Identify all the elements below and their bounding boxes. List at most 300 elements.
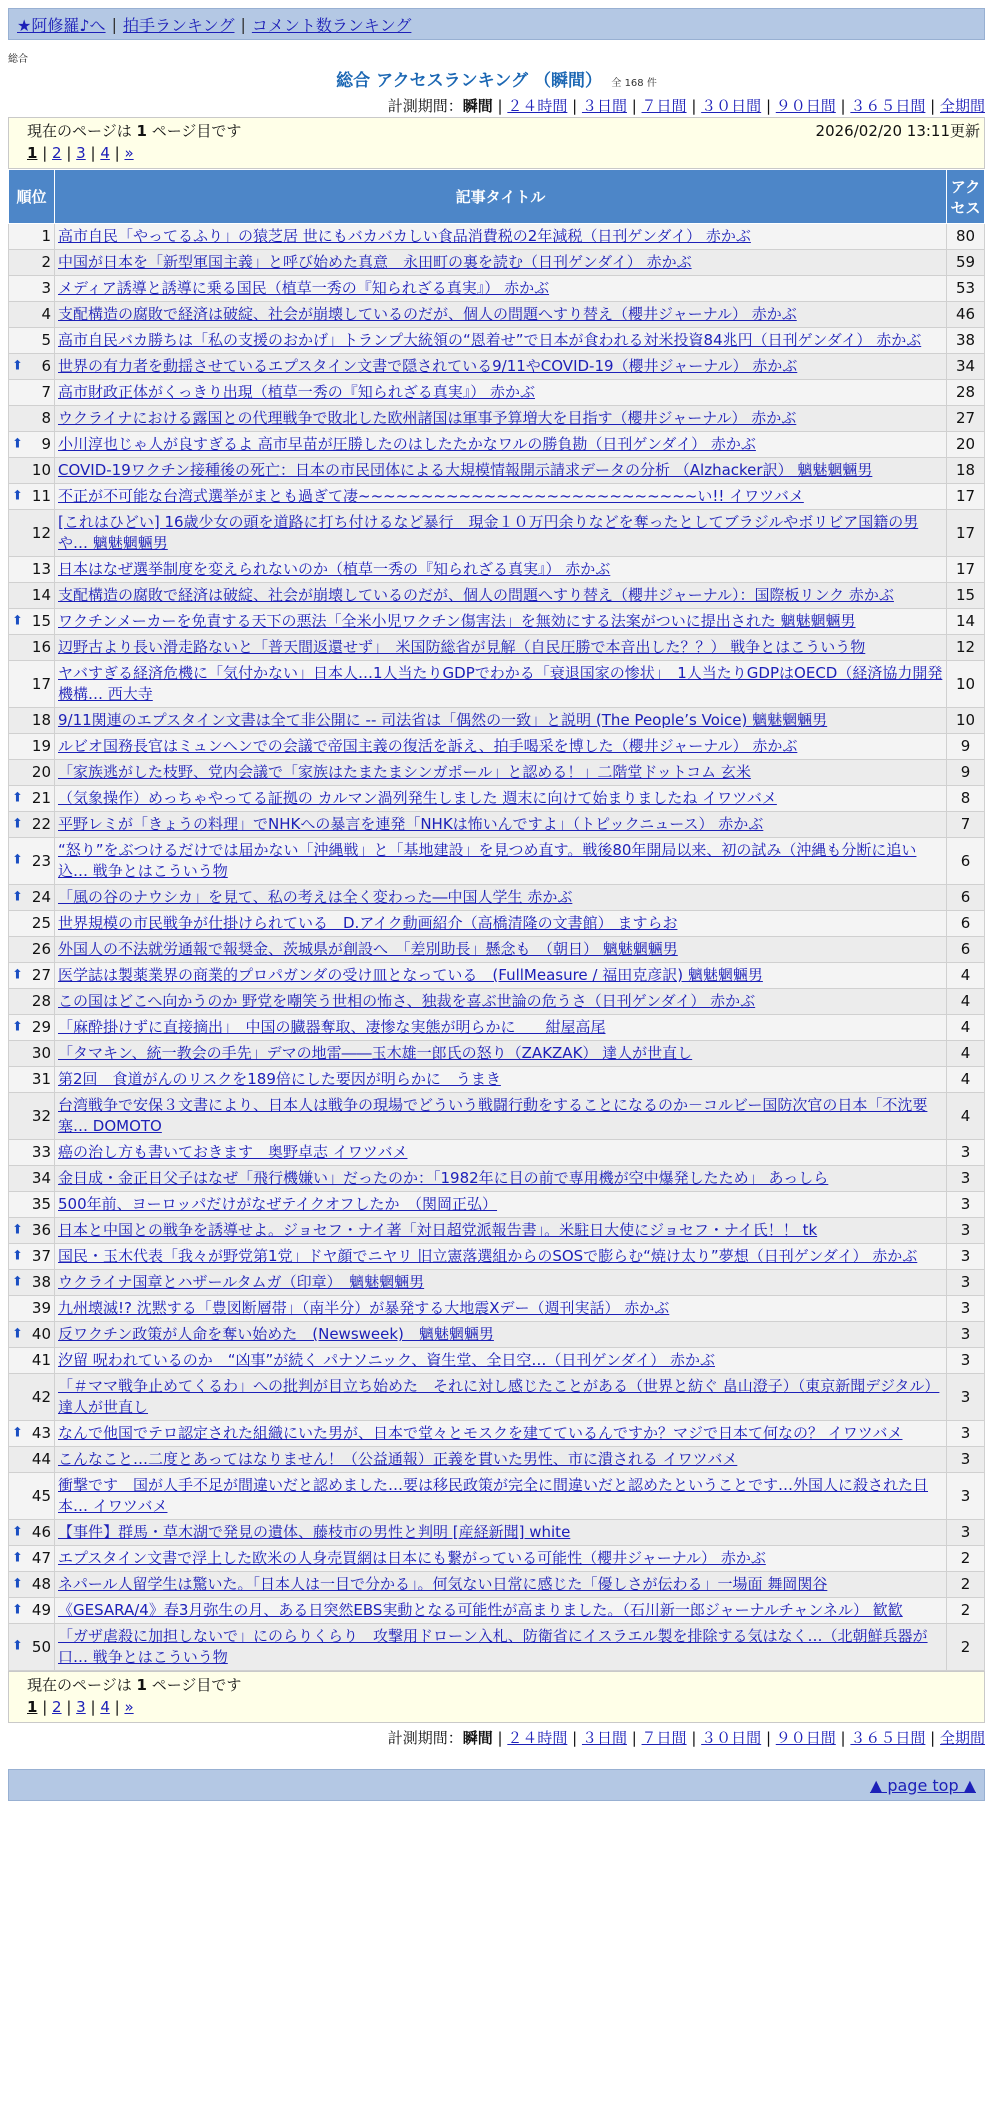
title-cell [55, 432, 947, 458]
page-links [27, 142, 980, 166]
rank-cell [9, 484, 55, 510]
table-row [9, 1244, 985, 1270]
nav-separator: | [240, 14, 246, 34]
rank-number: 8 [41, 409, 51, 427]
access-count: 2 [947, 1598, 985, 1624]
title-cell [55, 224, 947, 250]
rank-cell [9, 1093, 55, 1140]
access-count: 12 [947, 635, 985, 661]
period-separator: | [626, 1729, 642, 1747]
title-cell [55, 354, 947, 380]
access-count: 10 [947, 661, 985, 708]
period-option-link[interactable]: ２４時間 [507, 97, 568, 115]
access-count: 3 [947, 1218, 985, 1244]
table-row [9, 885, 985, 911]
access-count: 4 [947, 963, 985, 989]
rank-cell [9, 1270, 55, 1296]
access-count: 3 [947, 1244, 985, 1270]
next-page-link[interactable]: » [124, 144, 134, 162]
applause-ranking-link[interactable]: 拍手ランキング [122, 15, 235, 35]
rank-number: 26 [31, 940, 51, 958]
rank-cell [9, 276, 55, 302]
table-row [9, 1166, 985, 1192]
table-row [9, 406, 985, 432]
rank-cell [9, 812, 55, 838]
rank-number: 14 [31, 586, 51, 604]
page-separator: | [109, 1698, 125, 1716]
article-link[interactable]: 高市自民バカ勝ちは「私の支援のおかげ」トランプ大統領の“恩着せ”で日本が食われる対米投資84兆円（日刊ゲンダイ） 赤かぶ [58, 331, 922, 349]
period-separator: | [567, 97, 582, 115]
period-separator: | [492, 97, 508, 115]
period-option-link[interactable]: 全期間 [939, 1729, 985, 1747]
period-option-link[interactable]: 全期間 [939, 97, 985, 115]
rank-cell [9, 786, 55, 812]
period-option-link[interactable]: ２４時間 [507, 1729, 568, 1747]
rank-cell [9, 1572, 55, 1598]
title-cell [55, 1374, 947, 1421]
rank-cell [9, 760, 55, 786]
title-cell [55, 380, 947, 406]
access-count: 3 [947, 1270, 985, 1296]
table-row [9, 708, 985, 734]
table-row [9, 1624, 985, 1671]
page-link[interactable]: 2 [52, 1698, 62, 1716]
title-cell [55, 1322, 947, 1348]
article-link[interactable]: メディア誘導と誘導に乗る国民（植草一秀の『知られざる真実』） 赤かぶ [58, 279, 550, 297]
rank-number: 16 [31, 638, 51, 656]
rank-up-arrow-icon: ⬆ [12, 1221, 23, 1237]
page-link-current[interactable]: 1 [27, 1698, 38, 1716]
title-cell [55, 1520, 947, 1546]
page-link[interactable]: 4 [100, 1698, 110, 1716]
period-option-link[interactable]: ３日間 [581, 1729, 627, 1747]
next-page-link[interactable]: » [124, 1698, 134, 1716]
rank-cell [9, 1041, 55, 1067]
title-cell [55, 250, 947, 276]
rank-number: 37 [31, 1247, 51, 1265]
rank-number: 1 [41, 227, 51, 245]
rank-number: 46 [31, 1523, 51, 1541]
rank-cell [9, 911, 55, 937]
rank-number: 23 [31, 851, 51, 870]
rank-cell [9, 1067, 55, 1093]
rank-cell [9, 1166, 55, 1192]
table-row [9, 1546, 985, 1572]
title-cell [55, 1546, 947, 1572]
access-count: 80 [947, 224, 985, 250]
rank-cell [9, 224, 55, 250]
rank-number: 34 [31, 1169, 51, 1187]
article-link[interactable]: 外国人の不法就労通報で報奨金、茨城県が創設へ 「差別助長」懸念も （朝日） 魑魅魍魎男 [58, 940, 678, 958]
access-count: 15 [947, 583, 985, 609]
table-row [9, 1041, 985, 1067]
article-link[interactable]: 中国が日本を「新型軍国主義」と呼び始めた真意 永田町の裏を読む（日刊ゲンダイ） 赤かぶ [58, 253, 692, 271]
rank-cell [9, 734, 55, 760]
rank-number: 47 [31, 1549, 51, 1567]
updated-time: 2026/02/20 13:11更新 [815, 122, 980, 140]
article-link[interactable]: 国民・玉木代表「我々が野党第1党」ドヤ顔でニヤリ 旧立憲落選組からのSOSで膨らむ“焼け太り”夢想（日刊ゲンダイ） 赤かぶ [58, 1247, 918, 1265]
table-row [9, 760, 985, 786]
article-link[interactable]: 「家族逃がした枝野、党内会議で「家族はたまたまシンガポール」と認める！」二階堂ドットコム 玄米 [58, 763, 751, 781]
rank-number: 21 [31, 789, 51, 807]
rank-cell [9, 432, 55, 458]
table-row [9, 1140, 985, 1166]
rank-cell [9, 1140, 55, 1166]
article-link[interactable]: ルビオ国務長官はミュンヘンでの会議で帝国主義の復活を訴え、拍手喝采を博した（櫻井ジャーナル） 赤かぶ [58, 737, 798, 755]
table-row [9, 1067, 985, 1093]
article-link[interactable]: ウクライナ国章とハザールタムガ（印章） 魑魅魍魎男 [58, 1273, 425, 1291]
title-cell [55, 1067, 947, 1093]
page-link[interactable]: 3 [76, 1698, 86, 1716]
rank-cell [9, 1624, 55, 1671]
period-option-link[interactable]: ３０日間 [701, 1729, 762, 1747]
ranking-table [8, 169, 985, 1671]
rank-number: 50 [31, 1637, 51, 1656]
home-link[interactable]: ★阿修羅♪へ [17, 15, 106, 35]
rank-number: 15 [31, 612, 51, 630]
article-link[interactable]: 世界規模の市民戦争が仕掛けられている D.アイク動画紹介（高橋清隆の文書館） ますらお [58, 914, 678, 932]
access-count: 4 [947, 1093, 985, 1140]
article-link[interactable]: ネパール人留学生は驚いた。「日本人は一目で分かる」。何気ない日常に感じた「優しさが伝わる」一場面 舞岡関谷 [58, 1575, 828, 1593]
period-separator: | [835, 97, 851, 115]
article-link[interactable]: 辺野古より長い滑走路ないと「普天間返還せず」 米国防総省が見解（自民圧勝で本音出した？？） 戦争とはこういう物 [58, 638, 866, 656]
rank-number: 38 [31, 1273, 51, 1291]
rank-cell [9, 1244, 55, 1270]
article-link[interactable]: 平野レミが「きょうの料理」でNHKへの暴言を連発「NHKは怖いんですよ」（トピックニュース） 赤かぶ [58, 815, 764, 833]
title-cell [55, 276, 947, 302]
rank-up-arrow-icon: ⬆ [12, 966, 23, 982]
article-link[interactable]: 日本と中国との戦争を誘導せよ。ジョセフ・ナイ著「対日超党派報告書」。米駐日大使にジョセフ・ナイ氏！！ tk [58, 1221, 818, 1239]
access-count: 3 [947, 1348, 985, 1374]
table-row [9, 484, 985, 510]
title-cell [55, 1473, 947, 1520]
access-count: 38 [947, 328, 985, 354]
rank-up-arrow-icon: ⬆ [12, 1424, 23, 1440]
col-access: アクセス [947, 170, 985, 224]
comment-ranking-link[interactable]: コメント数ランキング [251, 15, 412, 35]
table-row [9, 1598, 985, 1624]
article-link[interactable]: ヤバすぎる経済危機に「気付かない」日本人…1人当たりGDPでわかる「衰退国家の惨状」 1人当たりGDPはOECD（経済協力開発機構… 西大寺 [58, 664, 943, 703]
article-link[interactable]: 九州壊滅!? 沈黙する「豊図断層帯」（南半分）が暴発する大地震Xデー（週刊実話） 赤かぶ [58, 1299, 670, 1317]
access-count: 46 [947, 302, 985, 328]
rank-cell [9, 1192, 55, 1218]
title-cell [55, 510, 947, 557]
article-link[interactable]: 反ワクチン政策が人命を奪い始めた (Newsweek) 魑魅魍魎男 [58, 1325, 494, 1343]
title-cell [55, 1166, 947, 1192]
title-cell [55, 838, 947, 885]
rank-number: 39 [31, 1299, 51, 1317]
rank-cell [9, 1447, 55, 1473]
rank-cell [9, 302, 55, 328]
rank-up-arrow-icon: ⬆ [12, 435, 23, 451]
period-separator: | [686, 97, 702, 115]
rank-number: 7 [41, 383, 51, 401]
period-option-link[interactable]: ９０日間 [775, 97, 836, 115]
period-separator: | [925, 1729, 940, 1747]
article-link[interactable]: 高市財政正体がくっきり出現（植草一秀の『知られざる真実』） 赤かぶ [58, 383, 535, 401]
article-link[interactable]: 金日成・金正日父子はなぜ「飛行機嫌い」だったのか：「1982年に目の前で専用機が空中爆発したため」 あっしら [58, 1169, 829, 1187]
col-rank: 順位 [9, 170, 55, 224]
access-count: 4 [947, 1041, 985, 1067]
access-count: 6 [947, 838, 985, 885]
access-count: 17 [947, 484, 985, 510]
rank-number: 6 [41, 357, 51, 375]
rank-number: 45 [31, 1486, 51, 1505]
table-row [9, 302, 985, 328]
page-separator: | [85, 1698, 101, 1716]
rank-cell [9, 1218, 55, 1244]
table-row [9, 609, 985, 635]
period-option-link[interactable]: ９０日間 [775, 1729, 836, 1747]
access-count: 6 [947, 885, 985, 911]
article-link[interactable]: 高市自民「やってるふり」の猿芝居 世にもバカバカしい食品消費税の2年減税（日刊ゲンダイ） 赤かぶ [58, 227, 751, 245]
rank-number: 36 [31, 1221, 51, 1239]
rank-number: 12 [31, 523, 51, 542]
title-cell [55, 1270, 947, 1296]
article-link[interactable]: 医学誌は製薬業界の商業的プロパガンダの受け皿となっている (FullMeasure / 福田克彦訳) 魑魅魍魎男 [58, 966, 763, 984]
rank-number: 10 [31, 461, 51, 479]
access-count: 17 [947, 557, 985, 583]
rank-cell [9, 1473, 55, 1520]
page-separator: | [61, 144, 77, 162]
rank-cell [9, 635, 55, 661]
access-count: 10 [947, 708, 985, 734]
article-link[interactable]: 「麻酔掛けずに直接摘出」 中国の臓器奪取、凄惨な実態が明らかに 紺屋高尾 [58, 1018, 606, 1036]
page-link-current[interactable]: 1 [27, 144, 38, 162]
period-selector-bottom [8, 1727, 985, 1749]
article-link[interactable]: 衝撃です 国が人手不足が間違いだと認めました…要は移民政策が完全に間違いだと認めたということです…外国人に殺された日本… イワツバメ [58, 1476, 929, 1515]
table-row [9, 786, 985, 812]
access-count: 53 [947, 276, 985, 302]
article-link[interactable]: エプスタイン文書で浮上した欧米の人身売買網は日本にも繋がっている可能性（櫻井ジャーナル） 赤かぶ [58, 1549, 766, 1567]
article-link[interactable]: こんなこと…二度とあってはなりません！（公益通報）正義を貫いた男性、市に潰される イワツバメ [58, 1450, 738, 1468]
page-link[interactable]: 4 [100, 144, 110, 162]
period-current: 瞬間 [462, 1729, 493, 1747]
period-option-link[interactable]: ７日間 [641, 1729, 687, 1747]
rank-cell [9, 937, 55, 963]
current-page-text: 現在のページは 1 ページ目です [27, 122, 242, 140]
access-count: 2 [947, 1624, 985, 1671]
article-link[interactable]: （気象操作）めっちゃやってる証拠の カルマン渦列発生しました 週末に向けて始まりましたね イワツバメ [58, 789, 777, 807]
article-link[interactable]: 世界の有力者を動揺させているエプスタイン文書で隠されている9/11やCOVID-19（櫻井ジャーナル） 赤かぶ [58, 357, 798, 375]
table-row [9, 557, 985, 583]
pager-top [8, 117, 985, 169]
table-row [9, 1447, 985, 1473]
title-cell [55, 1093, 947, 1140]
table-row [9, 276, 985, 302]
title-cell [55, 885, 947, 911]
period-separator: | [925, 97, 940, 115]
period-selector-top [8, 95, 985, 117]
article-link[interactable]: 支配構造の腐敗で経済は破綻、社会が崩壊しているのだが、個人の問題へすり替え（櫻井ジャーナル） 赤かぶ [58, 305, 797, 323]
table-row [9, 1473, 985, 1520]
rank-number: 43 [31, 1424, 51, 1442]
table-row [9, 583, 985, 609]
article-link[interactable]: 「＃ママ戦争止めてくるわ」への批判が目立ち始めた それに対し感じたことがある（世界と紡ぐ 畠山澄子）（東京新聞デジタル） 達人が世直し [58, 1377, 940, 1416]
rank-up-arrow-icon: ⬆ [12, 1601, 23, 1617]
table-row [9, 635, 985, 661]
rank-up-arrow-icon: ⬆ [12, 1549, 23, 1565]
article-link[interactable]: COVID-19ワクチン接種後の死亡：日本の市民団体による大規模情報開示請求データの分析 （Alzhacker訳） 魑魅魍魎男 [58, 461, 873, 479]
article-link[interactable]: 不正が不可能な台湾式選挙がまとも過ぎて凄~~~~~~~~~~~~~~~~~~~~~~~~~~~い!! イワツバメ [58, 487, 804, 505]
table-row [9, 328, 985, 354]
period-option-link[interactable]: ３６５日間 [850, 1729, 926, 1747]
access-count: 4 [947, 1015, 985, 1041]
title-cell [55, 1244, 947, 1270]
table-row [9, 937, 985, 963]
article-link[interactable]: ウクライナにおける露国との代理戦争で敗北した欧州諸国は軍事予算増大を目指す（櫻井ジャーナル） 赤かぶ [58, 409, 797, 427]
table-row [9, 1322, 985, 1348]
article-link[interactable]: [これはひどい] 16歳少女の頭を道路に打ち付けるなど暴行 現金１０万円余りなどを奪ったとしてブラジルやボリビア国籍の男や… 魑魅魍魎男 [58, 513, 919, 552]
period-option-link[interactable]: ３０日間 [701, 97, 762, 115]
rank-cell [9, 708, 55, 734]
access-count: 9 [947, 734, 985, 760]
rank-up-arrow-icon: ⬆ [12, 789, 23, 805]
access-count: 17 [947, 510, 985, 557]
pager-bottom [8, 1671, 985, 1723]
item-count: 全 168 件 [611, 78, 657, 89]
period-separator: | [626, 97, 642, 115]
title-cell [55, 786, 947, 812]
title-cell [55, 963, 947, 989]
article-link[interactable]: ワクチンメーカーを免責する天下の悪法「全米小児ワクチン傷害法」を無効にする法案がついに提出された 魑魅魍魎男 [58, 612, 856, 630]
article-link[interactable]: 500年前、ヨーロッパだけがなぜテイクオフしたか （関岡正弘） [58, 1195, 498, 1213]
rank-cell [9, 250, 55, 276]
rank-number: 29 [31, 1018, 51, 1036]
article-link[interactable]: なんで他国でテロ認定された組織にいた男が、日本で堂々とモスクを建てているんですか？マジで日本て何なの？ イワツバメ [58, 1424, 903, 1442]
article-link[interactable]: 第2回 食道がんのリスクを189倍にした要因が明らかに うまき [58, 1070, 501, 1088]
rank-cell [9, 661, 55, 708]
page-top-link[interactable]: ▲ page top ▲ [869, 1775, 976, 1795]
rank-cell [9, 1421, 55, 1447]
rank-number: 25 [31, 914, 51, 932]
access-count: 3 [947, 1192, 985, 1218]
rank-number: 3 [41, 279, 51, 297]
title-cell [55, 911, 947, 937]
title-cell [55, 1421, 947, 1447]
table-row [9, 1270, 985, 1296]
title-cell [55, 458, 947, 484]
access-count: 4 [947, 1067, 985, 1093]
title-cell [55, 1296, 947, 1322]
article-link[interactable]: 「ガザ虐殺に加担しないで」にのらりくらり 攻撃用ドローン入札、防衛省にイスラエル製を排除する気はなく…（北朝鮮兵器が口… 戦争とはこういう物 [58, 1627, 928, 1666]
access-count: 9 [947, 760, 985, 786]
rank-number: 11 [31, 487, 51, 505]
article-link[interactable]: “怒り”をぶつけるだけでは届かない「沖縄戦」と「基地建設」を見つめ直す。戦後80年開局以来、初の試み（沖縄も分断に追い込… 戦争とはこういう物 [58, 841, 917, 880]
table-row [9, 1421, 985, 1447]
title-cell [55, 1140, 947, 1166]
article-link[interactable]: 「タマキン、統一教会の手先」デマの地雷――玉木雄一郎氏の怒り（ZAKZAK） 達人が世直し [58, 1044, 693, 1062]
article-link[interactable]: 【事件】群馬・草木湖で発見の遺体、藤枝市の男性と判明 [産経新聞] white [58, 1523, 571, 1541]
rank-up-arrow-icon: ⬆ [12, 1018, 23, 1034]
period-option-link[interactable]: ７日間 [641, 97, 687, 115]
article-link[interactable]: 癌の治し方も書いておきます 奥野卓志 イワツバメ [58, 1143, 408, 1161]
access-count: 8 [947, 786, 985, 812]
category-label: 総合 [8, 54, 28, 65]
article-link[interactable]: この国はどこへ向かうのか 野党を嘲笑う世相の怖さ、独裁を喜ぶ世論の危うさ（日刊ゲンダイ） 赤かぶ [58, 992, 756, 1010]
article-link[interactable]: 9/11関連のエプスタイン文書は全て非公開に -- 司法省は「偶然の一致」と説明 (The People’s Voice) 魑魅魍魎男 [58, 711, 828, 729]
rank-cell [9, 458, 55, 484]
rank-number: 19 [31, 737, 51, 755]
table-row [9, 1296, 985, 1322]
article-link[interactable]: 台湾戦争で安保３文書により、日本人は戦争の現場でどういう戦闘行動をすることになるのか－コルビー国防次官の日本「不沈要塞… DOMOTO [58, 1096, 928, 1135]
title-cell [55, 1192, 947, 1218]
period-separator: | [761, 1729, 776, 1747]
table-row [9, 1192, 985, 1218]
article-link[interactable]: 汐留 呪われているのか “凶事”が続く パナソニック、資生堂、全日空…（日刊ゲンダイ） 赤かぶ [58, 1351, 716, 1369]
article-link[interactable]: 《GESARA/4》春3月弥生の月、ある日突然EBS実動となる可能性が高まりました。（石川新一郎ジャーナルチャンネル） 歓歓 [58, 1601, 903, 1619]
period-option-link[interactable]: ３日間 [581, 97, 627, 115]
access-count: 18 [947, 458, 985, 484]
table-row [9, 354, 985, 380]
page-link[interactable]: 2 [52, 144, 62, 162]
title-cell [55, 708, 947, 734]
table-row [9, 838, 985, 885]
table-row [9, 1520, 985, 1546]
title-cell [55, 583, 947, 609]
table-row [9, 1572, 985, 1598]
table-row [9, 989, 985, 1015]
access-count: 6 [947, 911, 985, 937]
title-cell [55, 1348, 947, 1374]
rank-up-arrow-icon: ⬆ [12, 1325, 23, 1341]
table-row [9, 1374, 985, 1421]
access-count: 3 [947, 1421, 985, 1447]
rank-number: 48 [31, 1575, 51, 1593]
rank-up-arrow-icon: ⬆ [12, 357, 23, 373]
rank-cell [9, 1598, 55, 1624]
article-link[interactable]: 日本はなぜ選挙制度を変えられないのか（植草一秀の『知られざる真実』） 赤かぶ [58, 560, 611, 578]
rank-cell [9, 1015, 55, 1041]
rank-up-arrow-icon: ⬆ [12, 612, 23, 628]
rank-up-arrow-icon: ⬆ [12, 888, 23, 904]
period-option-link[interactable]: ３６５日間 [850, 97, 926, 115]
title-cell [55, 1015, 947, 1041]
rank-number: 9 [41, 435, 51, 453]
rank-cell [9, 1546, 55, 1572]
title-cell [55, 937, 947, 963]
rank-cell [9, 1374, 55, 1421]
rank-up-arrow-icon: ⬆ [12, 815, 23, 831]
access-count: 20 [947, 432, 985, 458]
access-count: 3 [947, 1322, 985, 1348]
rank-cell [9, 1296, 55, 1322]
table-row [9, 250, 985, 276]
article-link[interactable]: 小川淳也じゃ人が良すぎるよ 高市早苗が圧勝したのはしたたかなワルの勝負勘（日刊ゲンダイ） 赤かぶ [58, 435, 756, 453]
period-separator: | [686, 1729, 702, 1747]
access-count: 2 [947, 1546, 985, 1572]
rank-number: 33 [31, 1143, 51, 1161]
title-cell [55, 635, 947, 661]
title-cell [55, 1598, 947, 1624]
access-count: 3 [947, 1473, 985, 1520]
title-cell [55, 661, 947, 708]
page-links [27, 1696, 980, 1720]
page-separator: | [109, 144, 125, 162]
rank-cell [9, 838, 55, 885]
title-cell [55, 609, 947, 635]
rank-up-arrow-icon: ⬆ [12, 487, 23, 503]
table-row [9, 963, 985, 989]
article-link[interactable]: 支配構造の腐敗で経済は破綻、社会が崩壊しているのだが、個人の問題へすり替え（櫻井ジャーナル）：国際板リンク 赤かぶ [58, 586, 894, 604]
access-count: 3 [947, 1140, 985, 1166]
rank-number: 41 [31, 1351, 51, 1369]
access-count: 27 [947, 406, 985, 432]
rank-cell [9, 963, 55, 989]
article-link[interactable]: 「風の谷のナウシカ」を見て、私の考えは全く変わった―中国人学生 赤かぶ [58, 888, 573, 906]
rank-cell [9, 609, 55, 635]
page-link[interactable]: 3 [76, 144, 86, 162]
